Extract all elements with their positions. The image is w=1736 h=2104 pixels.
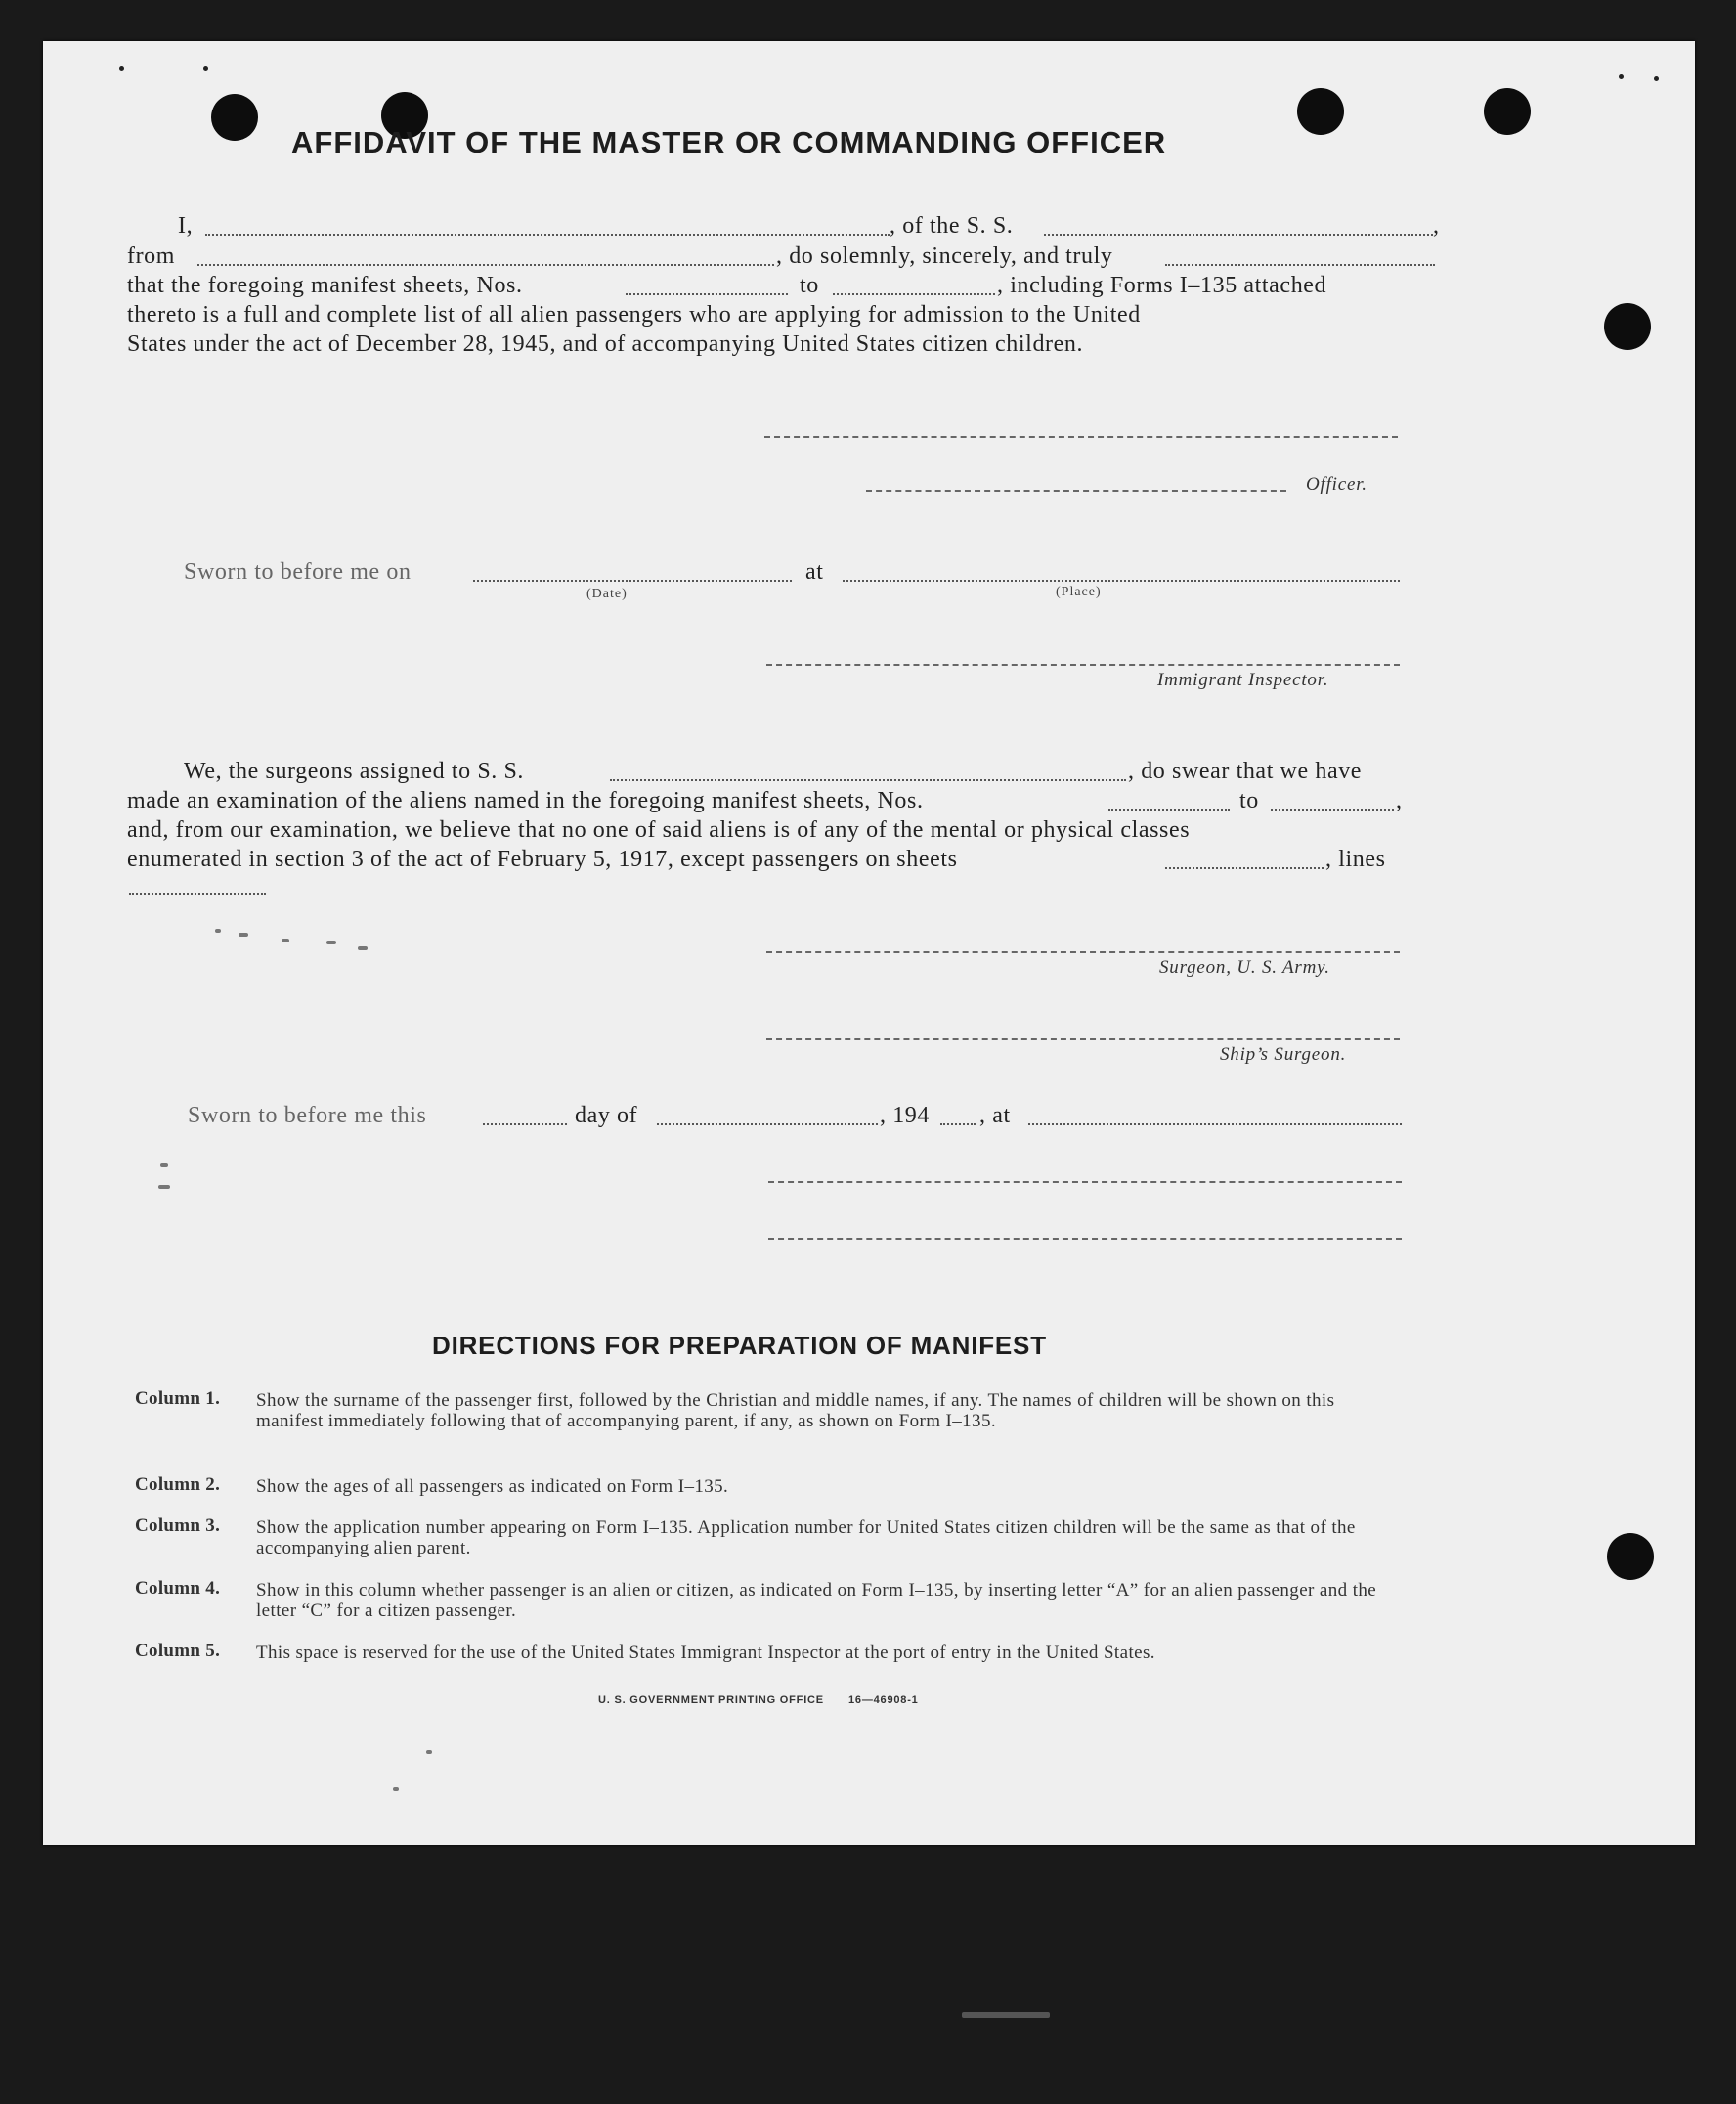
speck <box>203 66 208 71</box>
except-sheets-field[interactable] <box>1165 867 1324 869</box>
master-line3-b: to <box>800 273 819 298</box>
official-signature-line-1[interactable] <box>768 1181 1402 1183</box>
sheet-to-field[interactable] <box>833 293 995 295</box>
sworn2-text-d: , at <box>979 1103 1011 1128</box>
speck <box>119 66 124 71</box>
direction-label-4: Column 4. <box>135 1578 221 1599</box>
faint-mark <box>160 1163 168 1167</box>
sworn-month-field[interactable] <box>657 1123 878 1125</box>
punch-hole <box>1484 88 1531 135</box>
sworn2-text-b: day of <box>575 1103 638 1128</box>
direction-text-2: Show the ages of all passengers as indicated on Form I–135. <box>256 1476 729 1497</box>
faint-mark <box>282 939 289 942</box>
master-line1-b: , of the S. S. <box>890 213 1014 239</box>
direction-text-4: Show in this column whether passenger is an alien or citizen, as indicated on Form I–135, by inserting letter “A” for an alien passenger and the letter “C” for a citizen passenger. <box>256 1580 1377 1621</box>
declaration-field[interactable] <box>1165 264 1435 266</box>
ship-name-field[interactable] <box>1044 234 1433 236</box>
master-line1-a: I, <box>178 213 194 239</box>
direction-text-5: This space is reserved for the use of the United States Immigrant Inspector at the port of entry in the United States. <box>256 1643 1155 1663</box>
master-line2-a: from <box>127 243 176 269</box>
place-caption: (Place) <box>1056 585 1102 599</box>
faint-mark <box>239 933 248 937</box>
faint-mark <box>326 941 336 944</box>
surgeons-line2-a: made an examination of the aliens named in the foregoing manifest sheets, Nos. <box>127 788 924 813</box>
direction-label-3: Column 3. <box>135 1515 221 1536</box>
faint-mark <box>426 1750 432 1754</box>
exam-sheet-from-field[interactable] <box>1108 809 1230 811</box>
army-surgeon-signature-line[interactable] <box>766 951 1400 953</box>
army-surgeon-label: Surgeon, U. S. Army. <box>1159 957 1330 978</box>
sworn1-text-a: Sworn to before me on <box>184 559 412 585</box>
inspector-signature-line[interactable] <box>766 664 1400 666</box>
sheet-from-field[interactable] <box>626 293 788 295</box>
speck <box>1654 76 1659 81</box>
master-signature-line[interactable] <box>764 436 1398 438</box>
surgeons-line4-b: , lines <box>1325 847 1386 872</box>
name-field[interactable] <box>205 234 890 236</box>
form-code: 16—46908-1 <box>848 1694 919 1706</box>
scanner-mark <box>962 2012 1050 2018</box>
direction-label-1: Column 1. <box>135 1388 221 1409</box>
master-line1-c: , <box>1433 213 1440 239</box>
printer-imprint: U. S. GOVERNMENT PRINTING OFFICE <box>598 1694 824 1706</box>
direction-label-5: Column 5. <box>135 1641 221 1661</box>
sworn2-place-field[interactable] <box>1028 1123 1402 1125</box>
surgeon-ship-field[interactable] <box>610 779 1126 781</box>
inspector-label: Immigrant Inspector. <box>1157 670 1329 690</box>
speck <box>1619 74 1624 79</box>
exam-sheet-to-field[interactable] <box>1271 809 1394 811</box>
direction-label-2: Column 2. <box>135 1474 221 1495</box>
official-signature-line-2[interactable] <box>768 1238 1402 1240</box>
ship-surgeon-signature-line[interactable] <box>766 1038 1400 1040</box>
faint-mark <box>215 929 221 933</box>
direction-text-1: Show the surname of the passenger first, followed by the Christian and middle names, if any. The names of children will be shown on this manifest immediately following that of accompanying parent, if any, as shown on Form I–135. <box>256 1390 1335 1431</box>
officer-label: Officer. <box>1306 474 1367 495</box>
lines-field[interactable] <box>129 893 266 895</box>
punch-hole <box>1607 1533 1654 1580</box>
sworn2-text-a: Sworn to before me this <box>188 1103 427 1128</box>
sworn-date-field[interactable] <box>473 580 792 582</box>
ship-surgeon-label: Ship’s Surgeon. <box>1220 1044 1347 1065</box>
punch-hole <box>1604 303 1651 350</box>
punch-hole <box>211 94 258 141</box>
master-line3-c: , including Forms I–135 attached <box>997 273 1327 298</box>
directions-title: DIRECTIONS FOR PREPARATION OF MANIFEST <box>432 1331 1047 1360</box>
master-line4: thereto is a full and complete list of all alien passengers who are applying for admission to the United <box>127 302 1141 328</box>
surgeons-line4-a: enumerated in section 3 of the act of February 5, 1917, except passengers on sheets <box>127 847 958 872</box>
date-caption: (Date) <box>586 587 628 601</box>
surgeons-line3: and, from our examination, we believe that no one of said aliens is of any of the mental or physical classes <box>127 817 1191 843</box>
faint-mark <box>158 1185 170 1189</box>
faint-mark <box>358 946 368 950</box>
surgeons-line2-c: , <box>1396 788 1403 813</box>
punch-hole <box>1297 88 1344 135</box>
sworn1-text-b: at <box>805 559 824 585</box>
sworn-place-field[interactable] <box>843 580 1400 582</box>
faint-mark <box>393 1787 399 1791</box>
master-line5: States under the act of December 28, 1945, and of accompanying United States citizen children. <box>127 331 1084 357</box>
form-page <box>43 41 1695 1845</box>
surgeons-line1-b: , do swear that we have <box>1128 759 1363 784</box>
master-line3-a: that the foregoing manifest sheets, Nos. <box>127 273 523 298</box>
officer-signature-line[interactable] <box>866 490 1286 492</box>
from-field[interactable] <box>197 264 774 266</box>
sworn2-text-c: , 194 <box>880 1103 930 1128</box>
master-line2-b: , do solemnly, sincerely, and truly <box>776 243 1113 269</box>
direction-text-3: Show the application number appearing on Form I–135. Application number for United States citizen children will be the same as that of the accompanying alien parent. <box>256 1517 1356 1558</box>
surgeons-line2-b: to <box>1239 788 1259 813</box>
sworn-year-field[interactable] <box>940 1123 976 1125</box>
sworn-day-field[interactable] <box>483 1123 567 1125</box>
surgeons-line1-a: We, the surgeons assigned to S. S. <box>184 759 525 784</box>
page-title: AFFIDAVIT OF THE MASTER OR COMMANDING OFFICER <box>291 125 1167 159</box>
